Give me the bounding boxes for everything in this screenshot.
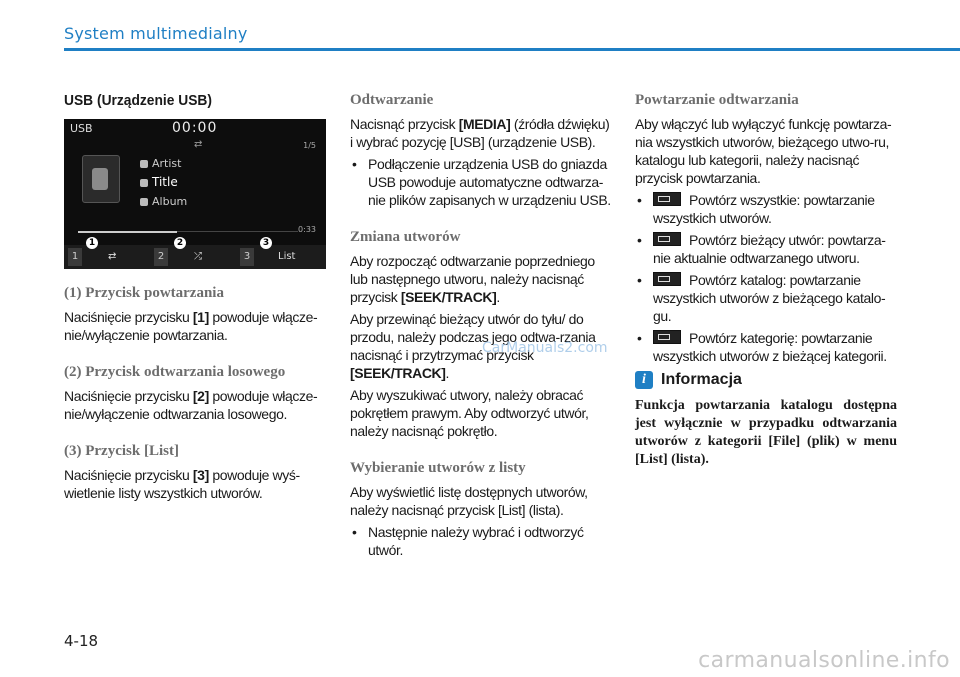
list-select-bullet: • Następnie należy wybrać i odtworzyć utwór. — [350, 523, 612, 559]
clock: 00:00 — [172, 120, 218, 136]
repeat-status-icon: ⇄ — [194, 139, 203, 150]
callout-1: 1 — [86, 237, 98, 249]
playback-text: Nacisnąć przycisk [MEDIA] (źródła dźwięku) i wybrać pozycję [USB] (urządzenie USB). — [350, 116, 610, 150]
info-heading: i Informacja — [635, 371, 897, 389]
track-change-p1: Aby rozpocząć odtwarzanie poprzedniego lub następnego utworu, należy nacisnąć przycisk [SEEK/TRACK]. — [350, 253, 595, 305]
repeat-one-item: • Powtórz bieżący utwór: powtarza-nie aktualnie odtwarzanego utworu. — [635, 231, 897, 267]
repeat-one-icon — [653, 232, 681, 246]
callout-3: 3 — [260, 237, 272, 249]
repeat-playback-heading: Powtarzanie odtwarzania — [635, 92, 799, 108]
progress-bar — [78, 231, 177, 233]
playback-heading: Odtwarzanie — [350, 92, 434, 108]
list-button[interactable]: List — [278, 251, 296, 262]
album-icon — [140, 198, 148, 206]
page-number: 4-18 — [64, 632, 99, 650]
playback-bullet: • Podłączenie urządzenia USB do gniazda USB powoduje automatyczne odtwarza-nie plików zapisanych w urządzeniu USB. — [350, 155, 612, 209]
callout-2: 2 — [174, 237, 186, 249]
list-button-heading: (3) Przycisk [List] — [64, 443, 179, 459]
list-select-p1: Aby wyświetlić listę dostępnych utworów, należy nacisnąć przycisk [List] (lista). — [350, 484, 588, 518]
section-title: System multimedialny — [64, 24, 248, 43]
track-count: 1/5 — [303, 141, 316, 150]
source-label: USB — [70, 122, 93, 135]
footer-watermark: carmanualsonline.info — [698, 648, 950, 673]
list-select-heading: Wybieranie utworów z listy — [350, 460, 526, 476]
usb-heading: USB (Urządzenie USB) — [64, 92, 212, 109]
track-change-heading: Zmiana utworów — [350, 229, 461, 245]
usb-screen-illustration — [64, 119, 326, 269]
artist-row: Artist — [140, 157, 181, 170]
repeat-button-heading: (1) Przycisk powtarzania — [64, 285, 224, 301]
column-1 — [64, 92, 326, 506]
shuffle-button-heading: (2) Przycisk odtwarzania losowego — [64, 364, 286, 380]
button-1-number[interactable]: 1 — [68, 248, 82, 266]
elapsed-time: 0:33 — [298, 225, 316, 234]
button-2-number[interactable]: 2 — [154, 248, 168, 266]
repeat-folder-item: • Powtórz katalog: powtarzanie wszystkich utworów z bieżącego katalo-gu. — [635, 271, 897, 325]
repeat-folder-icon — [653, 272, 681, 286]
usb-album-art-icon — [82, 155, 120, 203]
track-change-p3: Aby wyszukiwać utwory, należy obracać pokrętłem prawym. Aby odtworzyć utwór, należy nacisnąć pokrętło. — [350, 387, 589, 439]
title-icon — [140, 179, 148, 187]
repeat-intro: Aby włączyć lub wyłączyć funkcję powtarza-nia wszystkich utworów, bieżącego utwo-ru, katalogu lub kategorii, należy nacisnąć przycisk powtarzania. — [635, 116, 892, 186]
title-row: Title — [140, 175, 178, 189]
list-button-text: Naciśnięcie przycisku [3] powoduje wyś-wietlenie listy wszystkich utworów. — [64, 467, 300, 501]
header-rule — [64, 48, 960, 51]
repeat-icon[interactable]: ⇄ — [108, 251, 117, 262]
shuffle-icon[interactable]: ⤮ — [194, 251, 202, 262]
button-3-number[interactable]: 3 — [240, 248, 254, 266]
shuffle-button-text: Naciśnięcie przycisku [2] powoduje włącze-nie/wyłączenie odtwarzania losowego. — [64, 388, 318, 422]
album-row: Album — [140, 195, 187, 208]
repeat-category-item: • Powtórz kategorię: powtarzanie wszystkich utworów z bieżącej kategorii. — [635, 329, 897, 365]
column-2 — [350, 92, 612, 563]
repeat-all-icon — [653, 192, 681, 206]
repeat-all-item: • Powtórz wszystkie: powtarzanie wszystkich utworów. — [635, 191, 897, 227]
track-change-p2: Aby przewinąć bieżący utwór do tyłu/ do przodu, należy podczas jego odtwa-rzania nacisnąć i przytrzymać przycisk [SEEK/TRACK]. — [350, 311, 596, 381]
info-icon: i — [635, 371, 653, 389]
column-3 — [635, 92, 897, 469]
info-text: Funkcja powtarzania katalogu dostępna jest wyłącznie w przypadku odtwarzania utworów z kategorii [File] (plik) w menu [List] (lista). — [635, 398, 897, 467]
watermark: CarManuals2.com — [482, 340, 608, 356]
repeat-button-text: Naciśnięcie przycisku [1] powoduje włącze-nie/wyłączenie powtarzania. — [64, 309, 318, 343]
repeat-category-icon — [653, 330, 681, 344]
artist-icon — [140, 160, 148, 168]
